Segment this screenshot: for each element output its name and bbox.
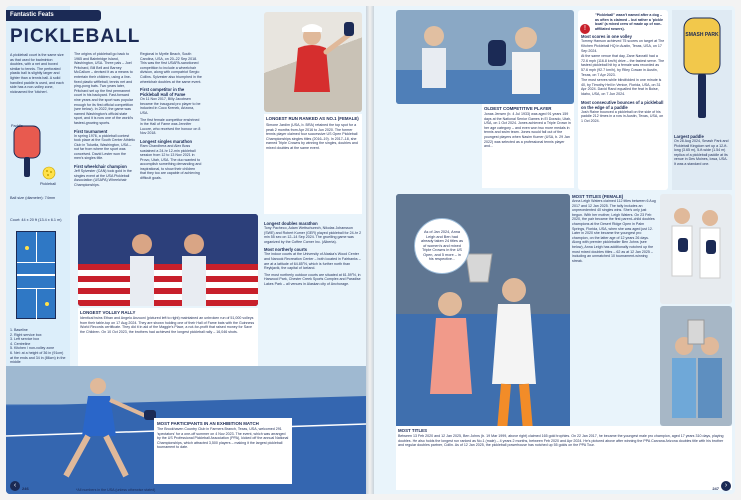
- caption-text: Identical twins Ethan and Angelo Anzuoni (pictured left to right) maintained an unbroken run of 51,000 volleys from their table-top on 17 Aug 2024. They are shown holding one of their Hall of Fame bats with the Guinness World Records certificate. They did it in aid of the Maggie's Place, a not-for-profit that raised money for Save the Children. On 10 Oct 2023, the brothers had achieved the longest pickleball rally – 16,046 shots.: [80, 316, 255, 334]
- legend-item: 5. Kitchen / non-volley zone: [10, 346, 55, 351]
- callout-text: "Pickleball" wasn't named after a dog – as often is claimed – but rather a 'pickle boat' (a mixed crew of made up of non-affiliated rowers).: [595, 13, 663, 31]
- subheading: MOST TITLES: [398, 428, 428, 433]
- photo-oldest-player: [396, 10, 574, 104]
- body-text: Jeff Sylvester (CAN) took gold in the singles event at the USA Pickleball Association (USAPA) Wheelchair Championships.: [74, 169, 132, 187]
- sidebar-intro: A pickleball court is the same size as that used for badminton doubles, with a net and boxed similar to tennis. The perforated plastic ball is slightly larger and lighter than a tennis ball. A solid handled paddle is used, and each side has a non-volley zone, nicknamed the 'kitchen'.: [10, 53, 64, 94]
- caption-text: The Brookhaven Country Club in Farmers Branch, Texas, USA, welcomed 291 'spectators' for a one-off summer on 4 Nov 2023. The event, which was arranged by the US Professional Pickleball Association (PPA), kicked off the annual National Championships, which attracted 3,500 players – making it the largest pickleball tournament to date.: [157, 427, 289, 450]
- legend-item: 3. Left service box: [10, 337, 40, 342]
- body-text: The most serves while blindfolded in one minute is 40, by Timothy Heil in Venice, Florida, USA, on 31 Apr 2024. David Rand equalled the feat in Boise, Idaho, USA, on 7 Jun 2024.: [581, 78, 662, 96]
- body-text: The origins of pickleball go back to 1965 and Bainbridge Island, Washington, USA. Three pals – Joel Pritchard, Bill Bell and Barney McCallum – devised it as a means to entertain their children, using a line-fixed plastic wiffleball, tennis net and ping-pong bats. Two years later, Pritchard set up the first permanent court in his backyard. Fast-forward nine years and the sport was popular enough for its first official competition (see below). In 2022, the game was named Washington's official state sport, and it is now one of the world's fastest-growing sports.: [74, 52, 134, 125]
- body-text: Ram Chandhera and Alex Boss sustained a 24-hr 12-min pickleball session from 12 to 13 Nov 2021 in Provo, Utah, USA. The duo wanted to accomplish something demanding and inspirational, to show their children that they too are capable of achieving difficult goals.: [140, 143, 202, 181]
- photo-johns-brothers: [660, 306, 732, 426]
- legend-item: 6. Net: at a height of 36 in (91cm) at the ends and 34 in (86cm) in the middle: [10, 350, 66, 365]
- body-text: On 11 Nov 2017, Billy Jacobsen became the inaugural pro player to be inducted in Coco Krenek, Arizona, USA.: [140, 97, 201, 115]
- most-titles-female: [572, 194, 658, 263]
- body-text: Tony Pacheco, Adam Wettschurech, Nikolas Johansson (SWE) and Robert Kumer (GER) played pickleball for 24-hr 2 min 55 sec on 12–14 Sep 2024. The gruelling game was organized by the Coffee Corner Inc. (Alberta).: [264, 226, 362, 244]
- alert-icon: !: [580, 24, 590, 34]
- largest-paddle-panel: [672, 10, 732, 190]
- body-text: The indoor courts at the University of Alaska's Wood Center and Nanook Recreation Center – both located in Fairbanks – are at a latitude of 64.85°N, which is further north than Reykjavik, the capital of Iceland.: [264, 252, 361, 271]
- pickleball-icon: [42, 166, 56, 180]
- paddle-label: Paddle: [11, 124, 23, 128]
- most-titles-male: [396, 426, 732, 490]
- text-column-3: [264, 218, 362, 287]
- caption-exhibition-match: [154, 418, 292, 484]
- court-size-label: Court: 44 x 20 ft (13.4 x 6.1 m): [10, 218, 62, 222]
- subheading: MOST TITLES (FEMALE): [572, 194, 624, 199]
- text-column-1: [74, 52, 136, 187]
- body-text: At the same venue that day, Zane Navratil had a 72.6 mph (116.8 km/h) drive – the fastest serve. The fastest pickleball hit by a female was recorded as 57.6 mph (92.7 km/h), by Riley Cowan in Austin, Texas, on 7 Apr 2023.: [581, 54, 665, 77]
- book-gutter: [366, 6, 374, 494]
- caption-simone-jardim: [264, 114, 362, 214]
- caption-text: Jonas Jensen (b. 4 Jul 1933) was aged 91 years 159 days at the National Senior Games in El Dorado, Utah, USA, on 1 Oct 2024. Jones achieved a Triple Crown in her age category – and even won two more medals in tennis and swim team. Jones would fall out of the youngest players when Nasim Kumer (USA, b. 29 Jan 2022) was selected as a professional tennis player and...: [484, 112, 572, 149]
- legend-item: 1. Baseline: [10, 328, 28, 332]
- player-figure-icon: [396, 10, 574, 104]
- prev-page-arrow[interactable]: ‹: [10, 481, 20, 491]
- body-text: On 28 Aug 2024, Smash Park and Pickleball Kingdom set up a 12-ft-long (3.65 m), 5-ft-wide (1.54 m) replica of a pickleball paddle at its venue in Des Moines, Iowa, USA. It was a standard one.: [674, 139, 729, 166]
- page-number-left: 246: [22, 486, 29, 491]
- stats-bubble: As of Jan 2024, Anna Leigh and Ben had already taken 24 titles as of women's and mixed Triple Crowns in the US Open, and 5 more – in his respective...: [414, 218, 470, 274]
- body-text: Josh Raine bounced a pickleball on the side of his paddle 212 times in a row in Austin, Texas, USA, on 1 Oct 2024.: [581, 109, 664, 123]
- body-text: Tommy Hanson achieved 75 scores on target at The Kitchen Pickleball HQ in Austin, Texas, USA, on 17 Sep 2024.: [581, 39, 665, 53]
- caption-anzuoni-twins: [78, 308, 258, 370]
- caption-oldest-player: [482, 104, 574, 188]
- caption-heading: OLDEST COMPETITIVE PLAYER: [484, 106, 552, 111]
- records-sidecard: [578, 10, 668, 190]
- body-text: The first female competitor enshrined in the Hall of Fame was Jennifer Lucore, who received the honour on 8 Nov 2018.: [140, 117, 201, 136]
- subheading: Longest singles marathon: [140, 138, 193, 144]
- left-page: [6, 6, 366, 494]
- right-page: [374, 6, 735, 494]
- footnote: *All numbers in the USA (unless otherwise stated): [76, 488, 156, 492]
- player-figure-icon: [660, 306, 732, 426]
- body-text: Anna Leigh Waters claimed 112 titles between 6 Aug 2017 and 12 Jan 2025. The tally includes an unprecedented 40 singles wins. She's only just begun. With her mother, Leigh Waters. On 23 Feb 2020, the pair became the first parent–child doubles champions at the Desert Ridge Open in Palm Springs, Florida, USA, when she was aged just 12. Later in 2020 she became the youngest pro champion, on the latter age of 12 years 26 days. Along with premier pickleballer Ben Johns (see below), Anna Leigh has additionally notched up the most mixed doubles titles – 62 as at 12 Jan 2025 – including an unmatched 10 tournament-winning streak.: [572, 199, 656, 263]
- subheading: Largest paddle: [674, 134, 704, 139]
- body-text: Between 13 Feb 2020 and 12 Jan 2025, Ben Johns (b. 19 Mar 1999, above right) claimed 165 gold trophies. On 22 Jan 2017, he became the youngest male pro champion, aged 17 years 310 days, playing doubles. He also holds the longest run ranked as No.1 (male) – 4 years 2 months, between Feb 2020 and Apr 2024. He's pictured above after winning the PPA Carvana Arizona doubles title with his brother and regular doubles partner, Collin. As of 12 Jan 2025, the pickleball powerhouse has notched up 55 golds on the PPA Tour.: [398, 434, 724, 448]
- subheading: First tournament: [74, 128, 108, 134]
- body-text: In spring 1976, a pickleball contest took place at the South Center Athletic Club in Tukwila, Washington, USA – not far from where the sport was conceived. David Lester won the men's singles title.: [74, 133, 136, 161]
- court-diagram: [16, 231, 56, 319]
- pickleball-label: Pickleball: [40, 182, 57, 186]
- legend-item: 4. Centreline: [10, 341, 31, 346]
- us-flag-icon: [78, 214, 258, 306]
- next-page-arrow[interactable]: ›: [721, 481, 731, 491]
- court-legend: [10, 328, 66, 365]
- caption-heading: LONGEST VOLLEY RALLY: [80, 310, 136, 315]
- page-title: PICKLEBALL: [10, 26, 141, 47]
- section-tag: Fantastic Feats: [6, 10, 101, 21]
- player-figure-icon: [660, 194, 732, 304]
- legend-item: 2. Right service box: [10, 332, 42, 337]
- smash-park-badge: SMASH PARK: [685, 32, 719, 38]
- paddle-icon: [12, 124, 46, 184]
- page-number-right: 247: [712, 486, 719, 491]
- subheading: Longest doubles marathon: [264, 221, 318, 226]
- player-figure-icon: [264, 12, 362, 112]
- photo-anzuoni-twins: [78, 214, 258, 306]
- caption-text: Simone Jardim (USA, b. BRA) retained the top spot for a peak 2 months from Apr 2016 to Jun 2020. The former tennis player claimed four successive US Open Pickleball Championships singles titles (2016–19). In 2017–18, she earned Triple Crowns by winning the singles, doubles and mixed doubles at the same event.: [266, 123, 358, 150]
- subheading: Most scores in one volley: [581, 34, 632, 40]
- body-text: The most northerly outdoor courts are situated at 61.59°N, in Harwood Park, Chester Creek Sports Complex and Paradise Lakes Park – all venues in Alaskan city of Anchorage.: [264, 272, 361, 286]
- subheading: Most northerly courts: [264, 247, 308, 253]
- subheading: First wheelchair champion: [74, 164, 127, 170]
- ball-size-label: Ball size (diameter): 74mm: [10, 196, 56, 200]
- subheading: Most consecutive bounces of a pickleball on the edge of a paddle: [581, 99, 664, 110]
- text-column-2: [140, 52, 202, 181]
- subheading: First competitor in the Pickleball Hall of Fame: [140, 87, 186, 98]
- photo-waters-duo: [660, 194, 732, 304]
- caption-heading: MOST PARTICIPANTS IN AN EXHIBITION MATCH: [157, 421, 259, 426]
- photo-simone-jardim: [264, 12, 362, 112]
- caption-heading: LONGEST RUN RANKED AS NO.1 (FEMALE): [266, 116, 359, 121]
- body-text: Regional in Myrtle Beach, South Carolina, USA, on 20–22 Sep 2018. This was the first USAPA-sanctioned competition to include a wheelchair division, along with compatriot Sergio Collins. Sylvester also triumphed in the wheelchair doubles at the same event.: [140, 52, 202, 84]
